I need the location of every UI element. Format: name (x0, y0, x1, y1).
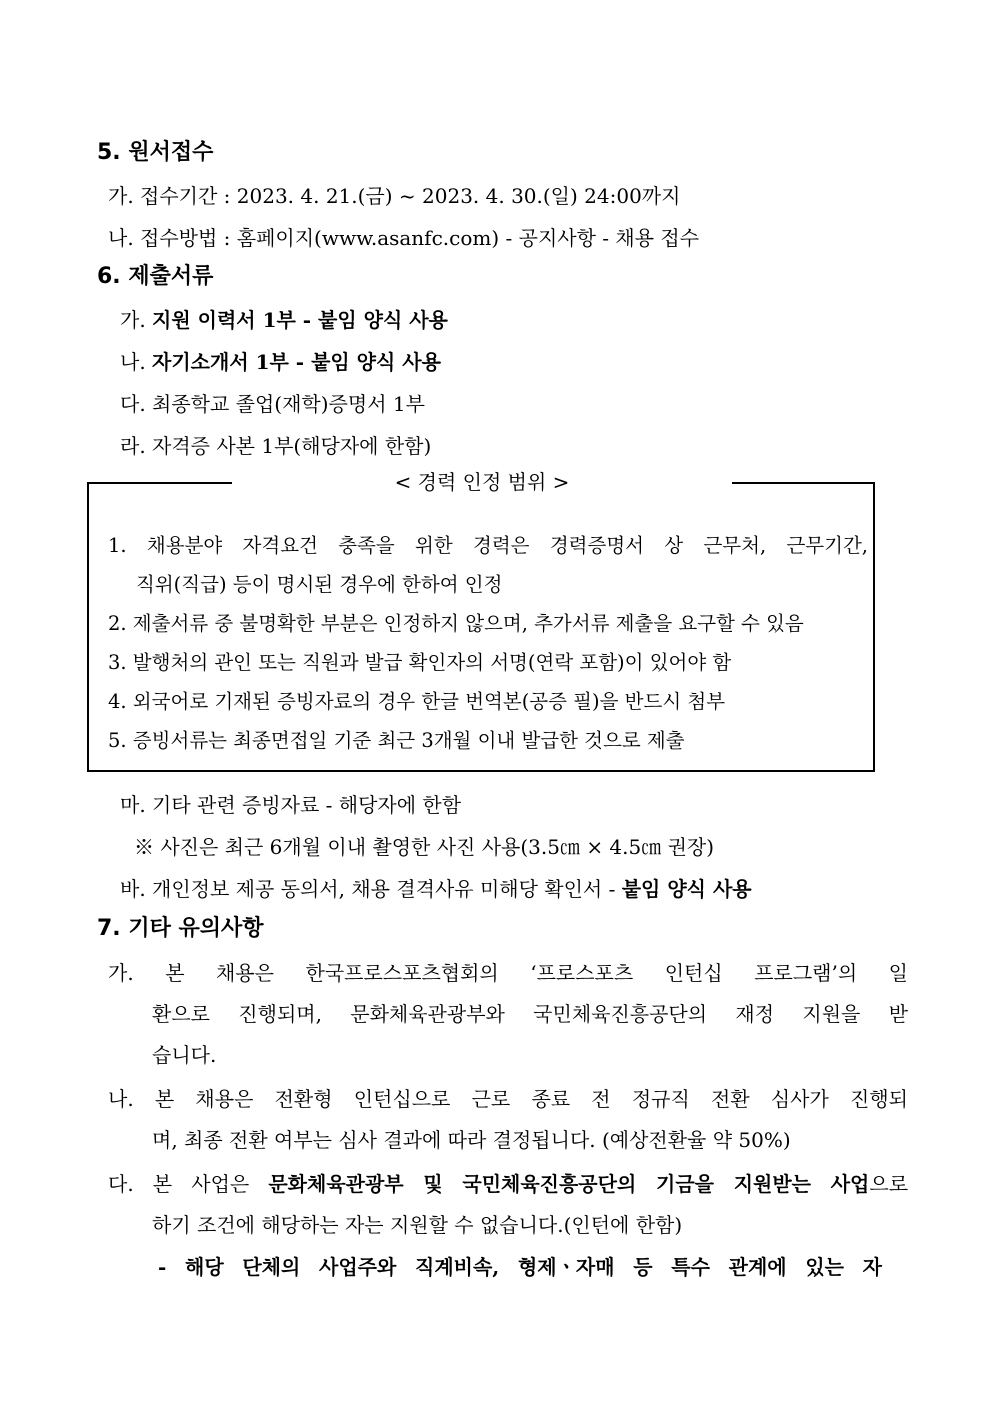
section7-item-ga-line-2: 환으로 진행되며, 문화체육관광부와 국민체육진흥공단의 재정 지원을 받 (152, 1002, 908, 1026)
section5-item-period: 가. 접수기간 : 2023. 4. 21.(금) ~ 2023. 4. 30.(일) 24:00까지 (108, 184, 681, 208)
section7-item-na-line-2: 며, 최종 전환 여부는 심사 결과에 따라 결정됩니다. (예상전환율 약 50%) (152, 1128, 791, 1152)
section5-heading: 5. 원서접수 (97, 140, 214, 165)
section6-item-consent (120, 875, 752, 903)
section6-heading: 6. 제출서류 (97, 264, 214, 289)
career-box-title: < 경력 인정 범위 > (232, 467, 732, 497)
item-bold-text: 붙임 양식 사용 (621, 877, 752, 901)
item-bold-text: 지원 이력서 1부 - 붙임 양식 사용 (152, 308, 448, 332)
section7-item-da-line-1: 다. 본 사업은 문화체육관광부 및 국민체육진흥공단의 기금을 지원받는 사업으로 (108, 1172, 909, 1196)
section6-item-self-intro (120, 348, 441, 376)
section7-item-ga-line-3: 습니다. (152, 1043, 217, 1067)
section6-item-resume (120, 306, 448, 334)
section6-item-graduation: 다. 최종학교 졸업(재학)증명서 1부 (120, 392, 425, 416)
career-box-line-1: 1. 채용분야 자격요건 충족을 위한 경력은 경력증명서 상 근무처, 근무기간, (108, 534, 868, 557)
section7-item-da-line-2: 하기 조건에 해당하는 자는 지원할 수 없습니다.(인턴에 한함) (152, 1213, 683, 1237)
section7-item-na-line-1: 나. 본 채용은 전환형 인턴십으로 근로 종료 전 정규직 전환 심사가 진행되 (108, 1087, 908, 1111)
section6-item-license: 라. 자격증 사본 1부(해당자에 한함) (120, 434, 432, 458)
career-box-line-5: 5. 증빙서류는 최종면접일 기준 최근 3개월 이내 발급한 것으로 제출 (108, 729, 685, 752)
section6-item-other-docs: 마. 기타 관련 증빙자료 - 해당자에 한함 (120, 793, 462, 817)
section7-heading: 7. 기타 유의사항 (97, 916, 264, 941)
section6-photo-note: ※ 사진은 최근 6개월 이내 촬영한 사진 사용(3.5㎝ × 4.5㎝ 권장) (134, 835, 715, 859)
item-text: 바. 개인정보 제공 동의서, 채용 결격사유 미해당 확인서 - (120, 877, 622, 901)
section5-item-method: 나. 접수방법 : 홈페이지(www.asanfc.com) - 공지사항 - 채용 접수 (108, 226, 700, 250)
item-bold-text: 자기소개서 1부 - 붙임 양식 사용 (152, 350, 441, 374)
item-prefix: 가. (120, 308, 153, 332)
career-box-line-4: 4. 외국어로 기재된 증빙자료의 경우 한글 번역본(공증 필)을 반드시 첨부 (108, 690, 726, 713)
career-box-line-1-cont: 직위(직급) 등이 명시된 경우에 한하여 인정 (136, 573, 503, 596)
funding-emphasis: 문화체육관광부 및 국민체육진흥공단의 기금을 지원받는 사업 (268, 1172, 870, 1196)
section7-item-ga-line-1: 가. 본 채용은 한국프로스포츠협회의 ‘프로스포츠 인턴십 프로그램’의 일 (108, 961, 908, 985)
career-box-line-2: 2. 제출서류 중 불명확한 부분은 인정하지 않으며, 추가서류 제출을 요구할 수 있음 (108, 612, 804, 635)
item-prefix: 나. (120, 350, 153, 374)
section7-item-da-line-3: - 해당 단체의 사업주와 직계비속, 형제ㆍ자매 등 특수 관계에 있는 자 (158, 1255, 882, 1279)
career-box-line-3: 3. 발행처의 관인 또는 직원과 발급 확인자의 서명(연락 포함)이 있어야 함 (108, 651, 732, 674)
